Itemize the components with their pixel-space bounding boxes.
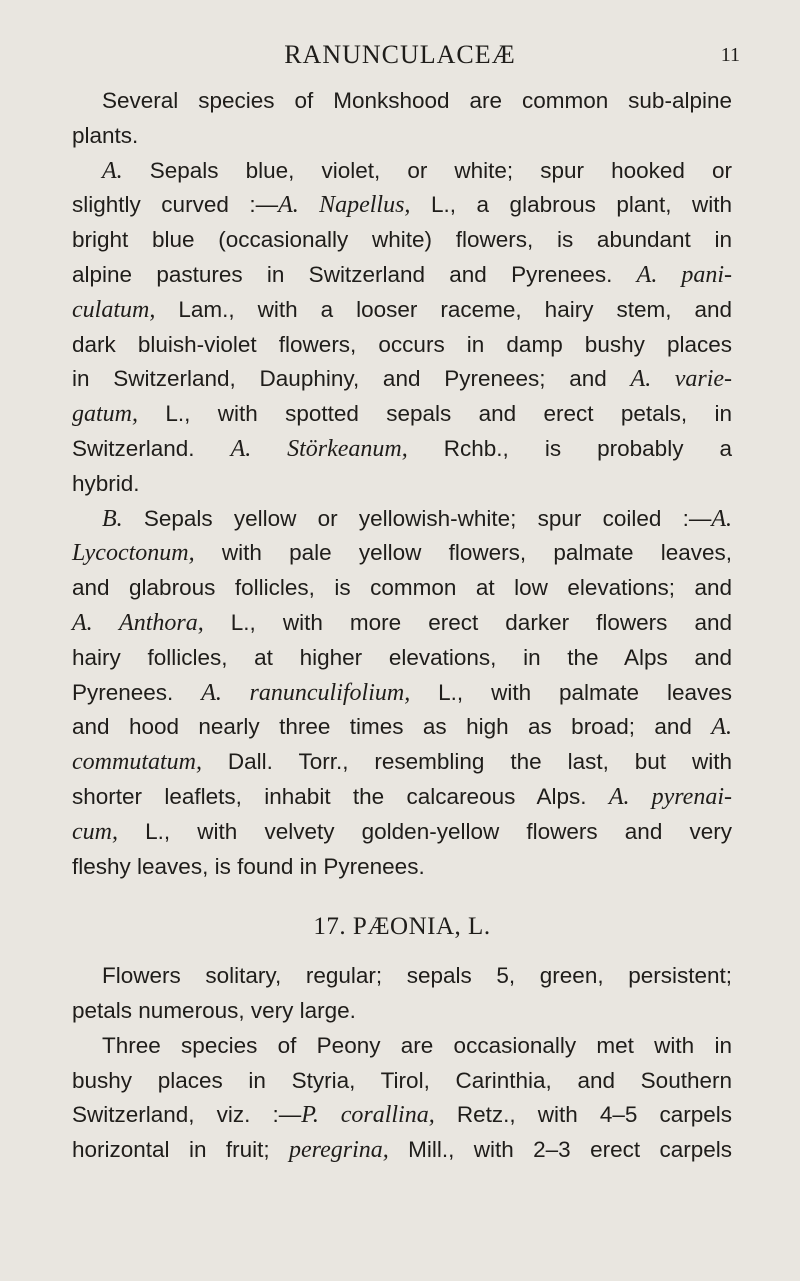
body-text <box>72 84 732 1168</box>
text-line: slightly curved :—A. Napellus, L., a glabrous plant, with <box>72 192 732 219</box>
text-line: fleshy leaves, is found in Pyrenees. <box>72 853 425 879</box>
text-line: B. Sepals yellow or yellowish-white; spur coiled :—A. <box>102 505 732 532</box>
section-heading: 17. PÆONIA, L. <box>313 913 491 941</box>
text-line: and glabrous follicles, is common at low elevations; and <box>72 575 732 601</box>
text-line: bright blue (occasionally white) flowers, is abundant in <box>72 227 732 253</box>
text-line: gatum, L., with spotted sepals and erect petals, in <box>72 401 732 428</box>
text-line: Several species of Monkshood are common sub-alpine <box>102 88 732 113</box>
text-line: A. Sepals blue, violet, or white; spur hooked or <box>102 157 732 184</box>
text-line: hybrid. <box>72 470 140 496</box>
text-line: in Switzerland, Dauphiny, and Pyrenees; and A. varie- <box>72 366 733 393</box>
text-line: Flowers solitary, regular; sepals 5, green, persistent; <box>102 963 732 989</box>
text-line: and hood nearly three times as high as broad; and A. <box>72 714 732 741</box>
text-line: culatum, Lam., with a looser raceme, hairy stem, and <box>72 296 732 323</box>
text-line: Switzerland. A. Störkeanum, Rchb., is probably a <box>72 435 732 462</box>
text-line: commutatum, Dall. Torr., resembling the last, but with <box>72 749 732 776</box>
text-line: hairy follicles, at higher elevations, in the Alps and <box>72 644 732 670</box>
text-line: cum, L., with velvety golden-yellow flowers and very <box>72 818 732 845</box>
text-line: Switzerland, viz. :—P. corallina, Retz., with 4–5 carpels <box>72 1102 732 1129</box>
text-line: plants. <box>72 122 139 148</box>
text-line: shorter leaflets, inhabit the calcareous Alps. A. pyrenai- <box>72 783 732 810</box>
text-line: horizontal in fruit; peregrina, Mill., with 2–3 erect carpels <box>72 1137 732 1164</box>
text-line: A. Anthora, L., with more erect darker flowers and <box>72 609 732 636</box>
text-line: alpine pastures in Switzerland and Pyrenees. A. pani- <box>72 261 732 288</box>
text-line: Three species of Peony are occasionally met with in <box>102 1032 732 1058</box>
text-line: Lycoctonum, with pale yellow flowers, palmate leaves, <box>72 540 732 567</box>
text-line: dark bluish-violet flowers, occurs in damp bushy places <box>72 331 732 357</box>
page-number: 11 <box>720 44 740 66</box>
running-title: RANUNCULACEÆ <box>284 40 516 69</box>
text-line: petals numerous, very large. <box>72 997 356 1023</box>
text-line: Pyrenees. A. ranunculifolium, L., with palmate leaves <box>72 679 733 706</box>
text-line: bushy places in Styria, Tirol, Carinthia, and Southern <box>72 1067 732 1093</box>
